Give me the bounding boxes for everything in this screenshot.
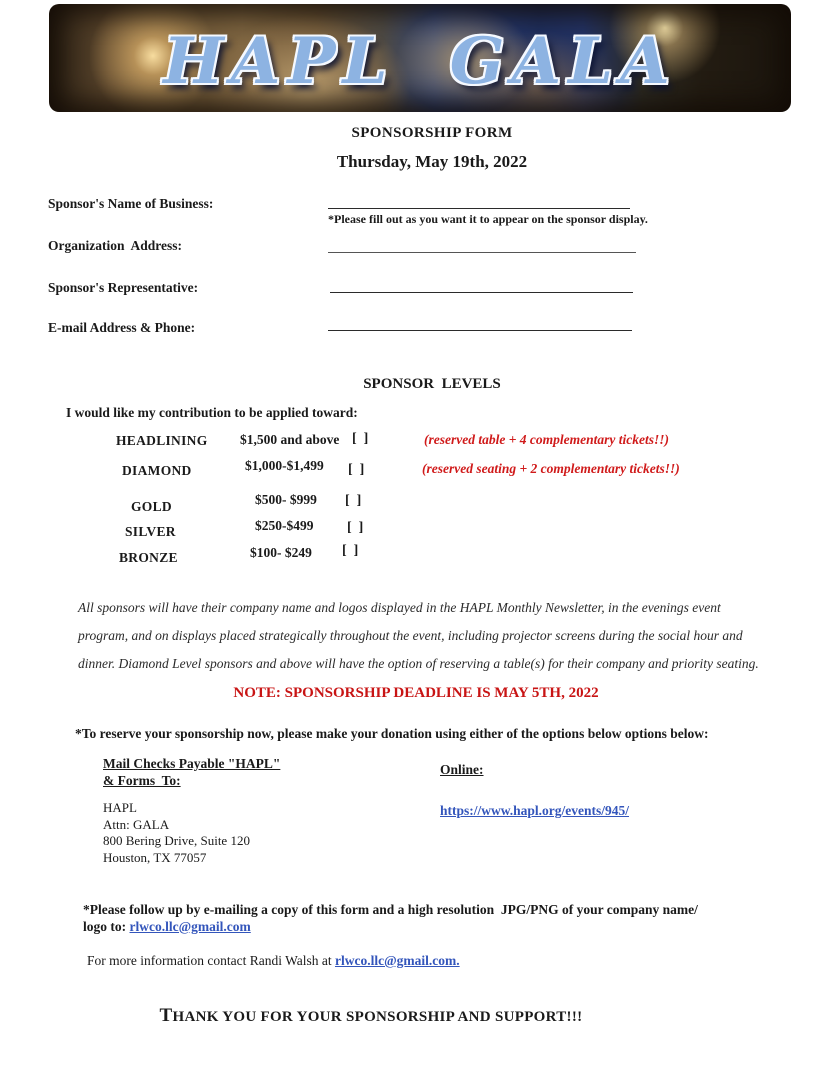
contact-prefix: For more information contact Randi Walsh at (87, 953, 335, 968)
mail-checks-heading-line1: Mail Checks Payable "HAPL" (103, 756, 281, 771)
representative-label: Sponsor's Representative: (48, 280, 199, 295)
level-name-bronze: BRONZE (119, 550, 178, 565)
followup-line1: *Please follow up by e-mailing a copy of this form and a high resolution JPG/PNG of your company name/ (83, 902, 698, 917)
gala-banner-image (49, 4, 791, 112)
level-name-diamond: DIAMOND (122, 463, 192, 478)
sponsor-levels-title: SPONSOR LEVELS (363, 376, 501, 392)
gala-banner-title: HAPL GALA (163, 24, 677, 99)
business-name-input-line[interactable] (328, 208, 630, 209)
followup-email-link[interactable]: rlwco.llc@gmail.com (129, 918, 251, 934)
organization-address-input-line[interactable] (328, 252, 636, 253)
online-donation-link[interactable]: https://www.hapl.org/events/945/ (440, 803, 630, 818)
info-paragraph-line2: program, and on displays placed strategically throughout the event, including projector screens during the social hour and (78, 628, 743, 643)
followup-instruction (83, 902, 698, 935)
level-amount-headlining: $1,500 and above (240, 432, 340, 447)
event-date: Thursday, May 19th, 2022 (336, 152, 528, 171)
level-name-silver: SILVER (125, 524, 176, 539)
level-amount-bronze: $100- $249 (250, 545, 312, 560)
email-phone-input-line[interactable] (328, 330, 632, 331)
business-name-label: Sponsor's Name of Business: (48, 196, 214, 211)
level-amount-silver: $250-$499 (255, 518, 314, 533)
form-title: SPONSORSHIP FORM (351, 125, 513, 141)
level-amount-diamond: $1,000-$1,499 (245, 458, 324, 473)
online-heading: Online: (440, 762, 484, 777)
address-attn: Attn: GALA (103, 816, 170, 832)
representative-input-line[interactable] (330, 292, 633, 293)
level-name-gold: GOLD (131, 499, 172, 514)
followup-line2 (83, 919, 698, 936)
headlining-perk: (reserved table + 4 complementary tickets!!) (424, 432, 670, 447)
organization-address-label: Organization Address: (48, 238, 183, 253)
followup-line2-prefix: logo to: (83, 918, 130, 934)
level-amount-gold: $500- $999 (255, 492, 317, 507)
mailing-address (103, 800, 250, 866)
mail-checks-heading-line2: & Forms To: (103, 773, 181, 788)
silver-checkbox[interactable]: [ ] (347, 520, 364, 535)
address-street: 800 Bering Drive, Suite 120 (103, 833, 250, 848)
deadline-note: NOTE: SPONSORSHIP DEADLINE IS MAY 5TH, 2022 (233, 685, 599, 701)
reserve-instruction: *To reserve your sponsorship now, please make your donation using either of the options below options below: (75, 726, 709, 741)
mail-checks-heading (103, 755, 280, 789)
info-paragraph-line1: All sponsors will have their company name and logos displayed in the HAPL Monthly Newsletter, in the evenings event (78, 600, 721, 615)
business-name-note: *Please fill out as you want it to appear on the sponsor display. (328, 212, 648, 226)
bronze-checkbox[interactable]: [ ] (342, 543, 359, 558)
address-city: Houston, TX 77057 (103, 849, 207, 865)
thank-you-line: THANK YOU FOR YOUR SPONSORSHIP AND SUPPORT!!! (159, 1005, 583, 1026)
diamond-checkbox[interactable]: [ ] (348, 462, 365, 477)
email-phone-label: E-mail Address & Phone: (48, 320, 196, 335)
contact-line (87, 953, 460, 969)
headlining-checkbox[interactable]: [ ] (352, 431, 369, 446)
gold-checkbox[interactable]: [ ] (345, 493, 362, 508)
diamond-perk: (reserved seating + 2 complementary tickets!!) (422, 461, 680, 476)
address-org: HAPL (103, 800, 137, 815)
level-name-headlining: HEADLINING (116, 433, 208, 448)
info-paragraph-line3: dinner. Diamond Level sponsors and above will have the option of reserving a table(s) for their company and priority seating. (78, 656, 759, 671)
sponsor-levels-intro: I would like my contribution to be applied toward: (66, 405, 358, 420)
contact-email-link[interactable]: rlwco.llc@gmail.com. (334, 953, 460, 968)
